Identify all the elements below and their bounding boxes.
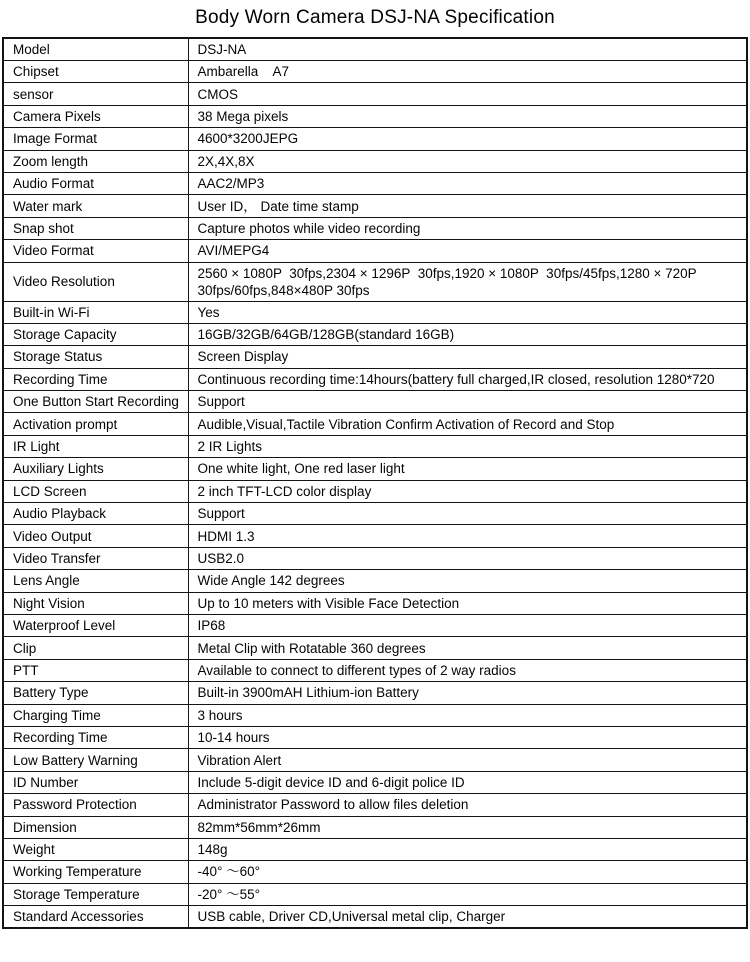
spec-property-value: Built-in 3900mAH Lithium-ion Battery	[188, 682, 747, 704]
spec-property-value: 148g	[188, 838, 747, 860]
spec-property-label: Video Format	[3, 240, 188, 262]
spec-property-label: Low Battery Warning	[3, 749, 188, 771]
table-row	[3, 838, 747, 860]
spec-property-value: 3 hours	[188, 704, 747, 726]
spec-property-label: Battery Type	[3, 682, 188, 704]
table-row	[3, 704, 747, 726]
spec-property-value: Vibration Alert	[188, 749, 747, 771]
spec-property-label: Recording Time	[3, 726, 188, 748]
table-row	[3, 323, 747, 345]
table-row	[3, 83, 747, 105]
spec-property-label: Image Format	[3, 128, 188, 150]
spec-property-value: USB cable, Driver CD,Universal metal clip, Charger	[188, 906, 747, 929]
table-row	[3, 172, 747, 194]
spec-property-label: One Button Start Recording	[3, 391, 188, 413]
table-row	[3, 217, 747, 239]
spec-property-label: Password Protection	[3, 794, 188, 816]
spec-property-label: Model	[3, 38, 188, 61]
spec-property-label: Charging Time	[3, 704, 188, 726]
table-row	[3, 816, 747, 838]
spec-property-value: 2560 × 1080P 30fps,2304 × 1296P 30fps,1920 × 1080P 30fps/45fps,1280 × 720P 30fps/60fps,848×480P 30fps	[188, 262, 747, 301]
spec-property-value: Up to 10 meters with Visible Face Detection	[188, 592, 747, 614]
spec-property-label: Lens Angle	[3, 570, 188, 592]
table-row	[3, 301, 747, 323]
spec-property-label: PTT	[3, 659, 188, 681]
spec-property-label: Storage Status	[3, 346, 188, 368]
table-row	[3, 592, 747, 614]
spec-property-value: 16GB/32GB/64GB/128GB(standard 16GB)	[188, 323, 747, 345]
spec-property-label: Storage Capacity	[3, 323, 188, 345]
spec-property-label: Audio Format	[3, 172, 188, 194]
spec-property-label: Audio Playback	[3, 503, 188, 525]
spec-property-value: Screen Display	[188, 346, 747, 368]
spec-property-value: Continuous recording time:14hours(battery full charged,IR closed, resolution 1280*720	[188, 368, 747, 390]
spec-property-value: AAC2/MP3	[188, 172, 747, 194]
spec-property-value: -20° ～55°	[188, 883, 747, 905]
spec-property-value: 38 Mega pixels	[188, 105, 747, 127]
spec-property-label: Working Temperature	[3, 861, 188, 883]
spec-property-label: Video Resolution	[3, 262, 188, 301]
table-row	[3, 794, 747, 816]
spec-property-label: Clip	[3, 637, 188, 659]
spec-property-value: Available to connect to different types of 2 way radios	[188, 659, 747, 681]
spec-property-label: Built-in Wi-Fi	[3, 301, 188, 323]
table-row	[3, 38, 747, 61]
spec-property-label: IR Light	[3, 435, 188, 457]
spec-property-value: 10-14 hours	[188, 726, 747, 748]
spec-property-value: Support	[188, 391, 747, 413]
table-row	[3, 883, 747, 905]
table-row	[3, 749, 747, 771]
spec-property-value: DSJ-NA	[188, 38, 747, 61]
spec-property-value: Yes	[188, 301, 747, 323]
spec-property-label: Standard Accessories	[3, 906, 188, 929]
spec-property-label: Snap shot	[3, 217, 188, 239]
spec-property-label: Waterproof Level	[3, 614, 188, 636]
specification-table	[2, 37, 748, 929]
spec-property-value: Ambarella A7	[188, 61, 747, 83]
table-row	[3, 682, 747, 704]
spec-property-label: Chipset	[3, 61, 188, 83]
spec-property-label: Recording Time	[3, 368, 188, 390]
table-row	[3, 128, 747, 150]
table-row	[3, 262, 747, 301]
table-row	[3, 413, 747, 435]
spec-property-label: ID Number	[3, 771, 188, 793]
spec-property-value: HDMI 1.3	[188, 525, 747, 547]
spec-property-label: LCD Screen	[3, 480, 188, 502]
spec-property-value: Capture photos while video recording	[188, 217, 747, 239]
table-row	[3, 61, 747, 83]
spec-property-value: AVI/MEPG4	[188, 240, 747, 262]
spec-property-value: Metal Clip with Rotatable 360 degrees	[188, 637, 747, 659]
spec-property-label: Camera Pixels	[3, 105, 188, 127]
spec-property-value: 2X,4X,8X	[188, 150, 747, 172]
table-row	[3, 195, 747, 217]
spec-property-label: Water mark	[3, 195, 188, 217]
spec-property-label: Auxiliary Lights	[3, 458, 188, 480]
table-row	[3, 240, 747, 262]
spec-property-value: Audible,Visual,Tactile Vibration Confirm Activation of Record and Stop	[188, 413, 747, 435]
table-row	[3, 435, 747, 457]
spec-property-value: 2 inch TFT-LCD color display	[188, 480, 747, 502]
table-row	[3, 480, 747, 502]
spec-property-value: Wide Angle 142 degrees	[188, 570, 747, 592]
table-row	[3, 150, 747, 172]
table-row	[3, 614, 747, 636]
table-row	[3, 525, 747, 547]
spec-property-value: One white light, One red laser light	[188, 458, 747, 480]
spec-property-label: Dimension	[3, 816, 188, 838]
table-row	[3, 726, 747, 748]
spec-property-value: IP68	[188, 614, 747, 636]
spec-property-label: Storage Temperature	[3, 883, 188, 905]
table-row	[3, 458, 747, 480]
specification-table-body	[3, 38, 747, 928]
spec-property-value: Include 5-digit device ID and 6-digit police ID	[188, 771, 747, 793]
table-row	[3, 368, 747, 390]
spec-property-value: Support	[188, 503, 747, 525]
spec-property-label: Weight	[3, 838, 188, 860]
table-row	[3, 637, 747, 659]
spec-property-value: User ID， Date time stamp	[188, 195, 747, 217]
spec-property-label: Activation prompt	[3, 413, 188, 435]
spec-property-label: Zoom length	[3, 150, 188, 172]
table-row	[3, 105, 747, 127]
table-row	[3, 659, 747, 681]
spec-property-value: 2 IR Lights	[188, 435, 747, 457]
spec-property-label: Video Transfer	[3, 547, 188, 569]
spec-property-value: CMOS	[188, 83, 747, 105]
spec-property-label: Video Output	[3, 525, 188, 547]
table-row	[3, 346, 747, 368]
spec-property-value: -40° ～60°	[188, 861, 747, 883]
table-row	[3, 503, 747, 525]
table-row	[3, 861, 747, 883]
spec-property-label: sensor	[3, 83, 188, 105]
table-row	[3, 570, 747, 592]
table-row	[3, 771, 747, 793]
table-row	[3, 391, 747, 413]
spec-property-value: USB2.0	[188, 547, 747, 569]
page-title: Body Worn Camera DSJ-NA Specification	[195, 7, 555, 28]
spec-property-label: Night Vision	[3, 592, 188, 614]
table-row	[3, 906, 747, 929]
spec-property-value: 4600*3200JEPG	[188, 128, 747, 150]
spec-property-value: 82mm*56mm*26mm	[188, 816, 747, 838]
table-row	[3, 547, 747, 569]
spec-property-value: Administrator Password to allow files deletion	[188, 794, 747, 816]
